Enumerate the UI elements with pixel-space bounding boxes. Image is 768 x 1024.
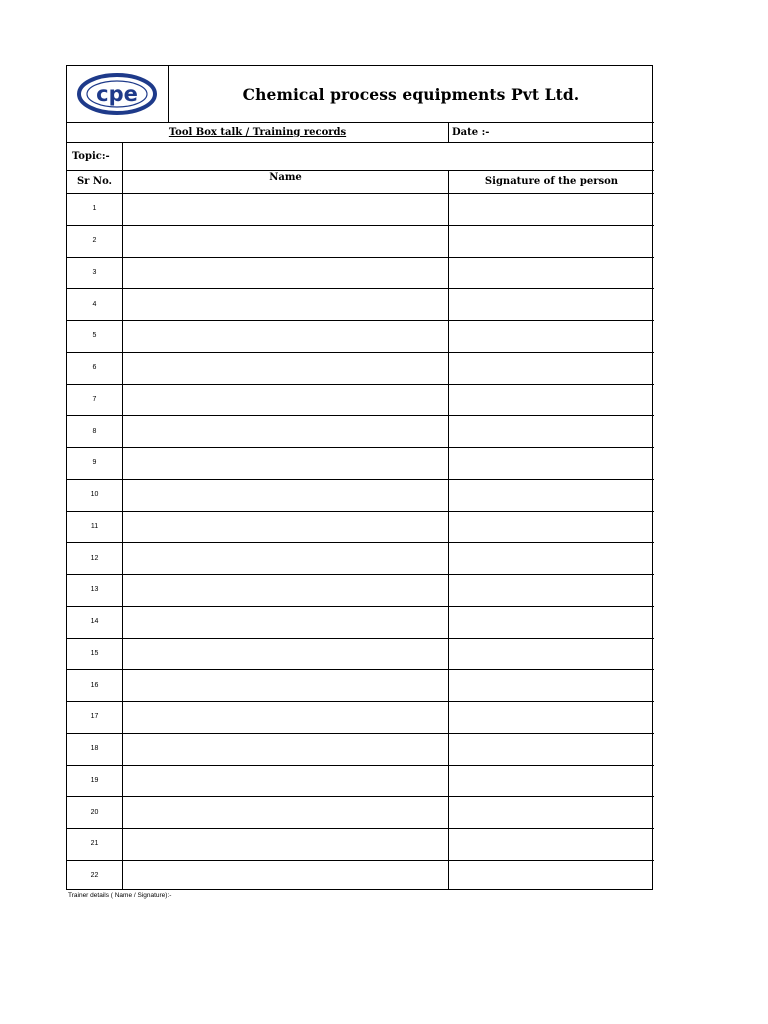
logo-text: cpe [96,82,138,106]
signature-field[interactable] [449,288,654,320]
signature-field[interactable] [449,860,654,892]
signature-field[interactable] [449,574,654,606]
name-field[interactable] [123,415,448,447]
column-header-sr-no: Sr No. [76,176,113,187]
name-field[interactable] [123,225,448,257]
signature-field[interactable] [449,638,654,670]
sr-no-cell: 2 [92,237,97,245]
name-field[interactable] [123,796,448,828]
name-field[interactable] [123,765,448,797]
name-field[interactable] [123,606,448,638]
sr-no-cell: 3 [92,268,97,276]
training-record-sheet [66,65,653,890]
signature-field[interactable] [449,193,654,225]
name-field[interactable] [123,511,448,543]
sr-no-cell: 11 [90,522,99,530]
sr-no-cell: 17 [90,713,99,721]
signature-field[interactable] [449,257,654,289]
name-field[interactable] [123,638,448,670]
sr-no-cell: 7 [92,395,97,403]
sr-no-cell: 4 [92,300,97,308]
name-field[interactable] [123,320,448,352]
name-field[interactable] [123,542,448,574]
signature-field[interactable] [449,320,654,352]
sr-no-cell: 19 [90,776,99,784]
sr-no-cell: 12 [90,554,99,562]
signature-field[interactable] [449,765,654,797]
sr-no-cell: 6 [92,364,97,372]
signature-field[interactable] [449,479,654,511]
name-field[interactable] [123,193,448,225]
signature-field[interactable] [449,542,654,574]
logo-divider [168,66,169,122]
name-field[interactable] [123,828,448,860]
sr-no-cell: 10 [90,491,99,499]
signature-field[interactable] [449,701,654,733]
sr-no-cell: 18 [90,745,99,753]
name-field[interactable] [123,860,448,892]
topic-label: Topic:- [72,150,110,162]
signature-field[interactable] [449,225,654,257]
sr-no-cell: 1 [92,205,97,213]
record-title: Tool Box talk / Training records [168,126,347,138]
signature-field[interactable] [449,828,654,860]
date-divider [448,122,449,142]
topic-field[interactable] [123,142,654,170]
trainer-details-label: Trainer details ( Name / Signature):- [68,892,172,899]
sr-no-cell: 13 [90,586,99,594]
signature-field[interactable] [449,352,654,384]
name-field[interactable] [123,257,448,289]
sr-no-cell: 5 [92,332,97,340]
sr-no-cell: 22 [90,872,99,880]
name-field[interactable] [123,701,448,733]
name-field[interactable] [123,288,448,320]
company-title: Chemical process equipments Pvt Ltd. [242,84,580,104]
signature-field[interactable] [449,606,654,638]
name-field[interactable] [123,384,448,416]
name-field[interactable] [123,479,448,511]
signature-field[interactable] [449,669,654,701]
date-field[interactable] [497,122,654,142]
signature-field[interactable] [449,384,654,416]
signature-field[interactable] [449,796,654,828]
sr-no-cell: 16 [90,681,99,689]
signature-field[interactable] [449,511,654,543]
sr-no-cell: 21 [90,840,99,848]
cpe-logo [77,72,157,116]
sr-no-cell: 9 [92,459,97,467]
name-field[interactable] [123,447,448,479]
column-header-signature: Signature of the person [484,176,619,187]
signature-field[interactable] [449,447,654,479]
name-field[interactable] [123,574,448,606]
name-field[interactable] [123,352,448,384]
sr-no-cell: 20 [90,808,99,816]
sr-no-cell: 15 [90,649,99,657]
column-header-name: Name [269,172,302,183]
signature-field[interactable] [449,415,654,447]
sr-no-cell: 14 [90,618,99,626]
sr-no-cell: 8 [92,427,97,435]
date-label: Date :- [452,126,490,138]
name-field[interactable] [123,669,448,701]
name-field[interactable] [123,733,448,765]
signature-field[interactable] [449,733,654,765]
